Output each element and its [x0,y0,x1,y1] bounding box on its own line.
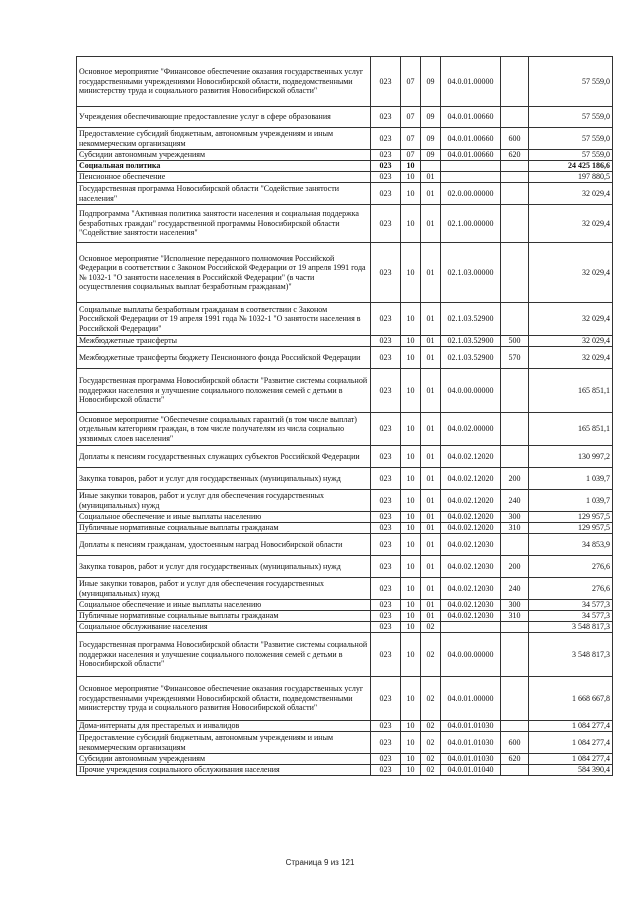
row-name-cell: Прочие учреждения социального обслуживания населения [77,765,371,776]
row-grbs-cell: 023 [371,600,401,611]
row-target-article-cell: 04.0.02.12030 [441,556,501,578]
row-subsection-cell: 01 [421,303,441,336]
row-section-cell: 10 [401,622,421,633]
row-expense-type-cell: 300 [501,600,529,611]
row-expense-type-cell [501,107,529,128]
row-name-cell: Государственная программа Новосибирской области "Развитие системы социальной поддержки населения и улучшение социального положения семей с детьми в Новосибирской области" [77,369,371,413]
row-target-article-cell: 04.0.00.00000 [441,369,501,413]
row-target-article-cell: 04.0.02.00000 [441,413,501,446]
row-target-article-cell: 02.1.03.52900 [441,336,501,347]
row-subsection-cell: 09 [421,57,441,107]
row-grbs-cell: 023 [371,490,401,512]
row-grbs-cell: 023 [371,468,401,490]
row-expense-type-cell: 200 [501,556,529,578]
row-section-cell: 10 [401,183,421,205]
row-subsection-cell: 01 [421,205,441,243]
row-name-cell: Социальное обеспечение и иные выплаты населению [77,512,371,523]
row-subsection-cell: 09 [421,150,441,161]
row-name-cell: Учреждения обеспечивающие предоставление услуг в сфере образования [77,107,371,128]
row-name-cell: Социальное обслуживание населения [77,622,371,633]
row-name-cell: Основное мероприятие "Финансовое обеспечение оказания государственных услуг государственными учреждениями Новосибирской области, подведомственными министерству труда и социального развития Новосибирской области" [77,57,371,107]
row-grbs-cell: 023 [371,633,401,677]
row-section-cell: 10 [401,534,421,556]
row-subsection-cell: 01 [421,534,441,556]
row-target-article-cell: 04.0.01.00000 [441,677,501,721]
row-target-article-cell: 02.0.00.00000 [441,183,501,205]
row-name-cell: Публичные нормативные социальные выплаты гражданам [77,523,371,534]
row-section-cell: 10 [401,413,421,446]
row-expense-type-cell: 620 [501,150,529,161]
table-row [77,611,613,622]
row-amount-cell: 3 548 817,3 [529,633,613,677]
row-section-cell: 07 [401,57,421,107]
row-section-cell: 10 [401,336,421,347]
row-amount-cell: 1 084 277,4 [529,721,613,732]
row-amount-cell: 165 851,1 [529,369,613,413]
row-target-article-cell: 04.0.01.01030 [441,754,501,765]
row-amount-cell: 130 997,2 [529,446,613,468]
row-amount-cell: 276,6 [529,556,613,578]
row-grbs-cell: 023 [371,523,401,534]
row-expense-type-cell [501,57,529,107]
row-name-cell: Основное мероприятие "Обеспечение социальных гарантий (в том числе выплат) отдельным категориям граждан, в том числе получателям из числа социально уязвимых слоев населения" [77,413,371,446]
row-subsection-cell: 01 [421,490,441,512]
row-subsection-cell [421,161,441,172]
row-target-article-cell: 04.0.01.00660 [441,150,501,161]
row-amount-cell: 3 548 817,3 [529,622,613,633]
table-row [77,556,613,578]
row-grbs-cell: 023 [371,150,401,161]
row-expense-type-cell [501,446,529,468]
row-section-cell: 10 [401,556,421,578]
row-subsection-cell: 02 [421,677,441,721]
row-subsection-cell: 02 [421,732,441,754]
row-section-cell: 10 [401,347,421,369]
row-subsection-cell: 01 [421,611,441,622]
row-grbs-cell: 023 [371,677,401,721]
row-expense-type-cell: 600 [501,128,529,150]
row-grbs-cell: 023 [371,765,401,776]
row-grbs-cell: 023 [371,172,401,183]
budget-table-container [76,56,612,776]
row-grbs-cell: 023 [371,347,401,369]
row-subsection-cell: 01 [421,413,441,446]
table-row [77,523,613,534]
row-amount-cell: 129 957,5 [529,512,613,523]
row-section-cell: 10 [401,468,421,490]
row-section-cell: 10 [401,611,421,622]
row-target-article-cell [441,172,501,183]
row-subsection-cell: 01 [421,347,441,369]
row-subsection-cell: 01 [421,578,441,600]
row-section-cell: 10 [401,512,421,523]
row-subsection-cell: 09 [421,128,441,150]
row-subsection-cell: 01 [421,468,441,490]
row-amount-cell: 584 390,4 [529,765,613,776]
row-amount-cell: 32 029,4 [529,347,613,369]
row-section-cell: 07 [401,128,421,150]
table-row [77,446,613,468]
row-grbs-cell: 023 [371,183,401,205]
row-name-cell: Субсидии автономным учреждениям [77,150,371,161]
row-name-cell: Предоставление субсидий бюджетным, автономным учреждениям и иным некоммерческим организациям [77,128,371,150]
row-amount-cell: 1 039,7 [529,468,613,490]
table-row [77,369,613,413]
row-amount-cell: 34 577,3 [529,611,613,622]
table-row [77,336,613,347]
row-section-cell: 10 [401,633,421,677]
row-grbs-cell: 023 [371,369,401,413]
row-name-cell: Основное мероприятие "Финансовое обеспечение оказания государственных услуг государственными учреждениями Новосибирской области, подведомственными министерству труда и социального развития Новосибирской области" [77,677,371,721]
row-subsection-cell: 01 [421,446,441,468]
row-target-article-cell: 04.0.02.12020 [441,446,501,468]
row-target-article-cell: 02.1.00.00000 [441,205,501,243]
row-name-cell: Социальная политика [77,161,371,172]
row-expense-type-cell [501,303,529,336]
row-grbs-cell: 023 [371,243,401,303]
row-name-cell: Иные закупки товаров, работ и услуг для обеспечения государственных (муниципальных) нужд [77,578,371,600]
row-grbs-cell: 023 [371,611,401,622]
table-row [77,721,613,732]
table-row [77,468,613,490]
row-section-cell: 07 [401,107,421,128]
row-amount-cell: 32 029,4 [529,336,613,347]
row-name-cell: Социальные выплаты безработным гражданам в соответствии с Законом Российской Федерации от 19 апреля 1991 года № 1032-1 "О занятости населения в Российской Федерации" [77,303,371,336]
row-target-article-cell: 04.0.00.00000 [441,633,501,677]
row-target-article-cell: 04.0.01.01030 [441,721,501,732]
row-subsection-cell: 01 [421,336,441,347]
row-grbs-cell: 023 [371,413,401,446]
row-section-cell: 07 [401,150,421,161]
row-expense-type-cell [501,633,529,677]
table-row [77,161,613,172]
row-expense-type-cell: 620 [501,754,529,765]
table-row [77,754,613,765]
row-amount-cell: 276,6 [529,578,613,600]
row-target-article-cell: 04.0.02.12030 [441,611,501,622]
row-target-article-cell: 04.0.02.12020 [441,523,501,534]
row-expense-type-cell [501,622,529,633]
row-grbs-cell: 023 [371,512,401,523]
row-name-cell: Социальное обеспечение и иные выплаты населению [77,600,371,611]
row-name-cell: Закупка товаров, работ и услуг для государственных (муниципальных) нужд [77,468,371,490]
row-section-cell: 10 [401,161,421,172]
table-row [77,534,613,556]
row-expense-type-cell: 310 [501,523,529,534]
table-row [77,243,613,303]
row-target-article-cell: 02.1.03.52900 [441,303,501,336]
table-row [77,600,613,611]
row-section-cell: 10 [401,765,421,776]
row-grbs-cell: 023 [371,534,401,556]
row-amount-cell: 32 029,4 [529,303,613,336]
row-subsection-cell: 02 [421,721,441,732]
row-amount-cell: 1 039,7 [529,490,613,512]
table-row [77,622,613,633]
row-amount-cell: 24 425 186,6 [529,161,613,172]
row-grbs-cell: 023 [371,721,401,732]
table-row [77,107,613,128]
budget-table-body [77,57,613,776]
row-expense-type-cell: 300 [501,512,529,523]
row-name-cell: Подпрограмма "Активная политика занятости населения и социальная поддержка безработных граждан" государственной программы Новосибирской области "Содействие занятости населения" [77,205,371,243]
row-expense-type-cell [501,172,529,183]
row-subsection-cell: 02 [421,765,441,776]
row-expense-type-cell: 200 [501,468,529,490]
row-target-article-cell: 04.0.01.00660 [441,128,501,150]
table-row [77,172,613,183]
row-amount-cell: 32 029,4 [529,183,613,205]
table-row [77,57,613,107]
row-section-cell: 10 [401,721,421,732]
row-amount-cell: 32 029,4 [529,205,613,243]
row-expense-type-cell [501,677,529,721]
table-row [77,512,613,523]
row-amount-cell: 129 957,5 [529,523,613,534]
row-expense-type-cell [501,183,529,205]
row-target-article-cell: 04.0.02.12020 [441,512,501,523]
row-name-cell: Доплаты к пенсиям гражданам, удостоенным наград Новосибирской области [77,534,371,556]
row-expense-type-cell: 570 [501,347,529,369]
budget-table [76,56,613,776]
table-row [77,765,613,776]
row-name-cell: Иные закупки товаров, работ и услуг для обеспечения государственных (муниципальных) нужд [77,490,371,512]
row-expense-type-cell [501,369,529,413]
row-grbs-cell: 023 [371,754,401,765]
row-section-cell: 10 [401,490,421,512]
row-amount-cell: 34 577,3 [529,600,613,611]
row-name-cell: Межбюджетные трансферты [77,336,371,347]
row-amount-cell: 197 880,5 [529,172,613,183]
row-target-article-cell: 02.1.03.52900 [441,347,501,369]
row-amount-cell: 57 559,0 [529,57,613,107]
table-row [77,490,613,512]
row-grbs-cell: 023 [371,446,401,468]
row-expense-type-cell: 240 [501,490,529,512]
row-target-article-cell [441,622,501,633]
row-expense-type-cell [501,205,529,243]
row-name-cell: Закупка товаров, работ и услуг для государственных (муниципальных) нужд [77,556,371,578]
row-target-article-cell: 04.0.02.12020 [441,468,501,490]
table-row [77,347,613,369]
row-name-cell: Межбюджетные трансферты бюджету Пенсионного фонда Российской Федерации [77,347,371,369]
row-expense-type-cell [501,243,529,303]
table-row [77,732,613,754]
row-target-article-cell: 04.0.01.00660 [441,107,501,128]
row-subsection-cell: 02 [421,633,441,677]
row-target-article-cell: 04.0.02.12030 [441,578,501,600]
row-expense-type-cell [501,413,529,446]
row-name-cell: Пенсионное обеспечение [77,172,371,183]
row-name-cell: Основное мероприятие "Исполнение переданного полномочия Российской Федерации в соответствии с Законом Российской Федерации от 19 апреля 1991 года № 1032-1 "О занятости населения в Российской Федерации" (в части осуществления социальных выплат безработным гражданам)" [77,243,371,303]
row-section-cell: 10 [401,303,421,336]
row-section-cell: 10 [401,172,421,183]
row-expense-type-cell: 310 [501,611,529,622]
row-target-article-cell: 04.0.01.01030 [441,732,501,754]
row-section-cell: 10 [401,754,421,765]
table-row [77,303,613,336]
table-row [77,578,613,600]
row-name-cell: Субсидии автономным учреждениям [77,754,371,765]
row-section-cell: 10 [401,578,421,600]
row-expense-type-cell [501,765,529,776]
table-row [77,633,613,677]
row-section-cell: 10 [401,205,421,243]
row-section-cell: 10 [401,732,421,754]
row-name-cell: Предоставление субсидий бюджетным, автономным учреждениям и иным некоммерческим организациям [77,732,371,754]
row-grbs-cell: 023 [371,57,401,107]
row-subsection-cell: 01 [421,523,441,534]
row-subsection-cell: 01 [421,369,441,413]
row-amount-cell: 57 559,0 [529,128,613,150]
row-subsection-cell: 09 [421,107,441,128]
row-grbs-cell: 023 [371,303,401,336]
row-name-cell: Государственная программа Новосибирской области "Развитие системы социальной поддержки населения и улучшение социального положения семей с детьми в Новосибирской области" [77,633,371,677]
row-subsection-cell: 01 [421,183,441,205]
row-amount-cell: 1 668 667,8 [529,677,613,721]
table-row [77,183,613,205]
row-section-cell: 10 [401,523,421,534]
row-name-cell: Публичные нормативные социальные выплаты гражданам [77,611,371,622]
row-subsection-cell: 01 [421,243,441,303]
row-subsection-cell: 01 [421,172,441,183]
row-expense-type-cell: 600 [501,732,529,754]
row-name-cell: Государственная программа Новосибирской области "Содействие занятости населения" [77,183,371,205]
row-section-cell: 10 [401,446,421,468]
table-row [77,677,613,721]
row-target-article-cell [441,161,501,172]
row-target-article-cell: 04.0.01.00000 [441,57,501,107]
row-expense-type-cell [501,161,529,172]
row-amount-cell: 57 559,0 [529,107,613,128]
row-grbs-cell: 023 [371,622,401,633]
table-row [77,205,613,243]
row-section-cell: 10 [401,677,421,721]
row-section-cell: 10 [401,369,421,413]
row-target-article-cell: 02.1.03.00000 [441,243,501,303]
table-row [77,413,613,446]
row-target-article-cell: 04.0.01.01040 [441,765,501,776]
row-expense-type-cell [501,534,529,556]
row-section-cell: 10 [401,243,421,303]
row-grbs-cell: 023 [371,107,401,128]
row-grbs-cell: 023 [371,732,401,754]
row-expense-type-cell: 500 [501,336,529,347]
row-expense-type-cell: 240 [501,578,529,600]
row-amount-cell: 32 029,4 [529,243,613,303]
row-subsection-cell: 01 [421,512,441,523]
page-footer: Страница 9 из 121 [285,858,355,867]
row-grbs-cell: 023 [371,205,401,243]
row-grbs-cell: 023 [371,161,401,172]
row-name-cell: Дома-интернаты для престарелых и инвалидов [77,721,371,732]
row-target-article-cell: 04.0.02.12020 [441,490,501,512]
row-amount-cell: 165 851,1 [529,413,613,446]
row-grbs-cell: 023 [371,578,401,600]
table-row [77,128,613,150]
row-subsection-cell: 02 [421,754,441,765]
row-target-article-cell: 04.0.02.12030 [441,534,501,556]
row-amount-cell: 57 559,0 [529,150,613,161]
row-amount-cell: 1 084 277,4 [529,754,613,765]
row-amount-cell: 34 853,9 [529,534,613,556]
row-target-article-cell: 04.0.02.12030 [441,600,501,611]
row-section-cell: 10 [401,600,421,611]
row-subsection-cell: 01 [421,556,441,578]
row-grbs-cell: 023 [371,128,401,150]
row-expense-type-cell [501,721,529,732]
row-amount-cell: 1 084 277,4 [529,732,613,754]
row-grbs-cell: 023 [371,556,401,578]
row-subsection-cell: 02 [421,622,441,633]
row-subsection-cell: 01 [421,600,441,611]
row-grbs-cell: 023 [371,336,401,347]
table-row [77,150,613,161]
row-name-cell: Доплаты к пенсиям государственных служащих субъектов Российской Федерации [77,446,371,468]
